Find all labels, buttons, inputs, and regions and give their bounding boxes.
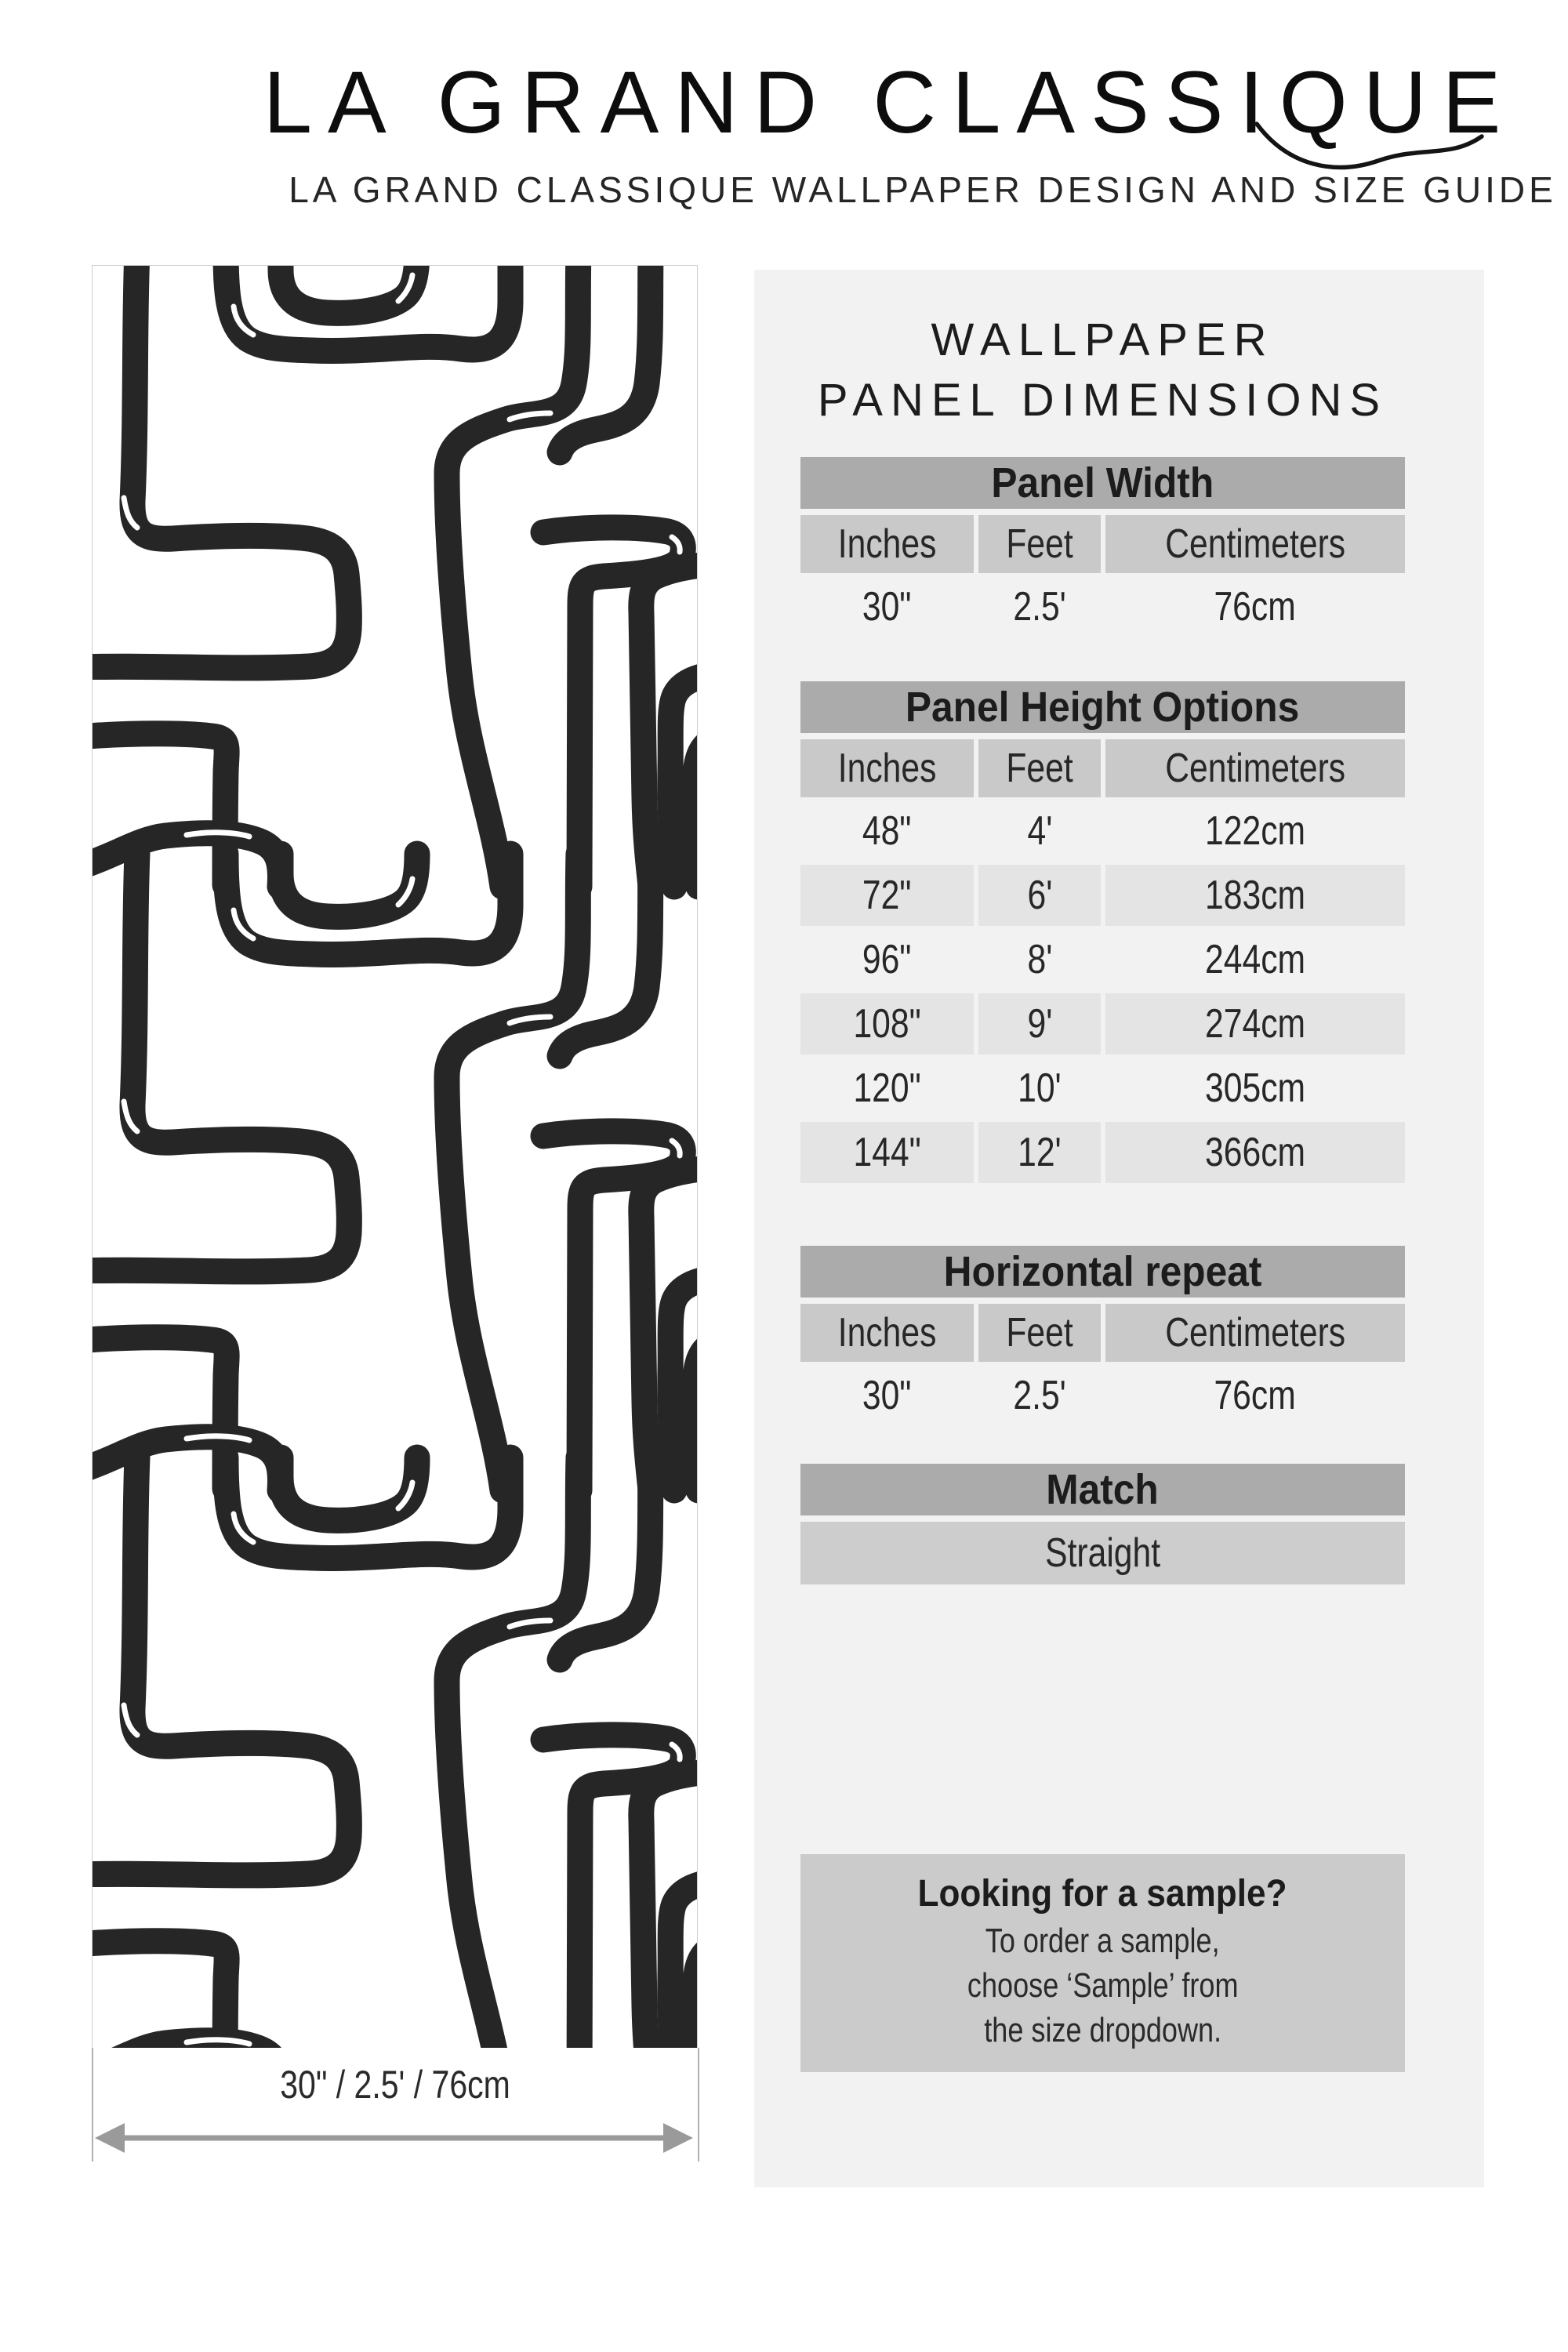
sample-box-line: To order a sample, — [985, 1922, 1220, 1960]
wallpaper-pattern-preview — [92, 265, 698, 2049]
sample-box-title: Looking for a sample? — [917, 1873, 1288, 1915]
column-header-inches: Inches — [800, 515, 974, 573]
match-value: Straight — [800, 1522, 1405, 1584]
pattern-artwork — [93, 266, 697, 2049]
panel-height-table — [800, 681, 1405, 1183]
horizontal-repeat-table — [800, 1246, 1405, 1426]
sample-box-line: the size dropdown. — [984, 2011, 1221, 2049]
page-subtitle: LA GRAND CLASSIQUE WALLPAPER DESIGN AND SIZE GUIDE — [289, 169, 1557, 210]
brand-title: LA GRAND CLASSIQUE — [263, 53, 1517, 151]
table-row: 96" 8' 244cm — [862, 937, 1305, 982]
panel-width-callout — [92, 2048, 699, 2161]
value-inches: 30" — [862, 584, 912, 630]
horizontal-repeat-columns — [800, 1304, 1405, 1362]
panel-heading-line1: WALLPAPER — [931, 314, 1275, 365]
table-row: 120" 10' 305cm — [853, 1065, 1305, 1111]
column-header-centimeters: Centimeters — [1105, 515, 1405, 573]
column-header-centimeters: Centimeters — [1105, 1304, 1405, 1362]
dimensions-panel — [754, 270, 1484, 2187]
column-header-centimeters: Centimeters — [1105, 739, 1405, 797]
column-header-feet: Feet — [978, 515, 1101, 573]
sample-info-box — [800, 1854, 1405, 2072]
value-feet: 2.5' — [1013, 1373, 1066, 1418]
panel-height-header: Panel Height Options — [800, 681, 1405, 733]
table-row: 144" 12' 366cm — [800, 1122, 1405, 1183]
table-row: 108" 9' 274cm — [800, 993, 1405, 1054]
panel-width-table — [800, 457, 1405, 637]
value-inches: 30" — [862, 1373, 912, 1418]
table-row — [800, 1365, 1405, 1426]
panel-width-columns — [800, 515, 1405, 573]
value-centimeters: 76cm — [1214, 584, 1297, 630]
horizontal-repeat-header: Horizontal repeat — [800, 1246, 1405, 1298]
table-row: 48" 4' 122cm — [862, 808, 1305, 854]
sample-box-line: choose ‘Sample’ from — [967, 1966, 1239, 2005]
table-row — [800, 576, 1405, 637]
panel-height-columns — [800, 739, 1405, 797]
panel-heading — [800, 310, 1405, 430]
double-headed-arrow-icon — [93, 2121, 695, 2155]
column-header-feet: Feet — [978, 1304, 1101, 1362]
column-header-inches: Inches — [800, 1304, 974, 1362]
value-centimeters: 76cm — [1214, 1373, 1297, 1418]
column-header-inches: Inches — [800, 739, 974, 797]
panel-width-dimension-label: 30" / 2.5' / 76cm — [280, 2063, 511, 2107]
panel-width-header: Panel Width — [800, 457, 1405, 509]
match-table — [800, 1464, 1405, 1584]
value-feet: 2.5' — [1013, 584, 1066, 630]
match-header: Match — [800, 1464, 1405, 1515]
table-row: 72" 6' 183cm — [800, 865, 1405, 926]
panel-heading-line2: PANEL DIMENSIONS — [817, 375, 1388, 426]
column-header-feet: Feet — [978, 739, 1101, 797]
